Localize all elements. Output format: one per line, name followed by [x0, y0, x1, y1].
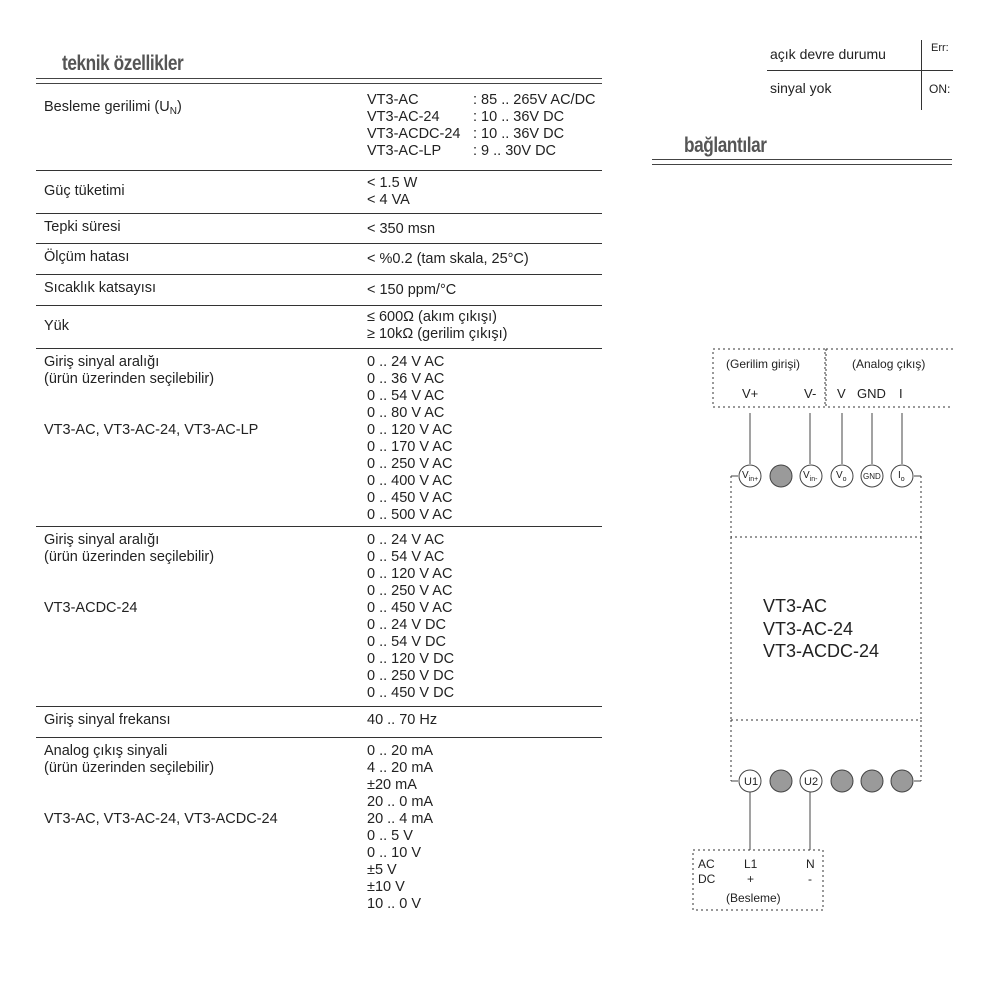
- status-open-circuit-code: Err:: [931, 42, 949, 54]
- terminal-label-u2: U2: [804, 776, 819, 788]
- terminal-label: $I_o$: [898, 470, 905, 483]
- spec-label: Giriş sinyal aralığı (ürün üzerinden seçilebilir): [44, 532, 215, 565]
- status-open-circuit-label: açık devre durumu: [770, 46, 886, 62]
- spec-label: Güç tüketimi: [44, 183, 125, 199]
- terminal-blank: [861, 770, 883, 792]
- terminal-label: $V_{in+}$: [742, 470, 759, 483]
- device-model: VT3-ACDC-24: [763, 641, 880, 661]
- label-vplus: V+: [742, 386, 759, 401]
- supply-n: N: [806, 857, 815, 871]
- terminal-blank: [831, 770, 853, 792]
- device-model: VT3-AC-24: [763, 619, 854, 639]
- spec-values: 0 .. 24 V AC 0 .. 36 V AC 0 .. 54 V AC 0 .. 80 V AC 0 .. 120 V AC 0 .. 170 V AC 0 .. 250 V AC 0 .. 400 V AC 0 .. 450 V AC 0 .. 500 V AC: [367, 354, 453, 523]
- supply-dc: DC: [698, 872, 716, 886]
- terminal-label-u1: U1: [744, 776, 759, 788]
- spec-label: Sıcaklık katsayısı: [44, 280, 157, 296]
- terminal-label: $V_{in-}$: [803, 470, 818, 483]
- terminal-label: $V_o$: [836, 470, 847, 483]
- terminal-blank: [770, 465, 792, 487]
- section-title-connections: bağlantılar: [684, 134, 767, 157]
- supply-label: (Besleme): [726, 891, 781, 905]
- analog-output-label: (Analog çıkış): [852, 357, 926, 371]
- spec-models: VT3-AC, VT3-AC-24, VT3-AC-LP: [44, 422, 259, 438]
- spec-label: Besleme gerilimi $(U_N)$: [44, 99, 182, 117]
- spec-values: 0 .. 20 mA 4 .. 20 mA ±20 mA 20 .. 0 mA 20 .. 4 mA 0 .. 5 V 0 .. 10 V ±5 V ±10 V 10 .. 0 V: [367, 743, 434, 912]
- spec-label: Giriş sinyal aralığı (ürün üzerinden seçilebilir): [44, 354, 215, 387]
- spec-label: Analog çıkış sinyali (ürün üzerinden seçilebilir): [44, 743, 215, 776]
- spec-models: VT3-ACDC-24: [44, 600, 138, 616]
- supply-l1: L1: [744, 857, 758, 871]
- label-i: I: [899, 386, 903, 401]
- spec-label: Yük: [44, 318, 69, 334]
- spec-values: ≤ 600Ω (akım çıkışı) ≥ 10kΩ (gerilim çıkışı): [367, 309, 508, 342]
- spec-value: < 350 msn: [367, 221, 436, 237]
- spec-label: Tepki süresi: [44, 219, 121, 235]
- supply-minus: -: [808, 872, 812, 886]
- supply-plus: +: [747, 872, 755, 886]
- spec-label: Giriş sinyal frekansı: [44, 712, 171, 728]
- device-top-section: [731, 476, 921, 537]
- status-no-signal-label: sinyal yok: [770, 80, 832, 96]
- device-model: VT3-AC: [763, 596, 828, 616]
- section-title-technical-specs: teknik özellikler: [62, 52, 184, 75]
- spec-values: 0 .. 24 V AC 0 .. 54 V AC 0 .. 120 V AC 0 .. 250 V AC 0 .. 450 V AC 0 .. 24 V DC 0 .. 54 V DC 0 .. 120 V DC 0 .. 250 V DC 0 .. 450 V DC: [367, 532, 455, 701]
- spec-value: < 150 ppm/°C: [367, 282, 457, 298]
- spec-values: VT3-AC : 85 .. 265V AC/DC VT3-AC-24 : 10 .. 36V DC VT3-ACDC-24 : 10 .. 36V DC VT3-AC-LP : 9 .. 30V DC: [367, 92, 596, 159]
- terminal-blank: [770, 770, 792, 792]
- spec-values: < 1.5 W < 4 VA: [367, 175, 418, 208]
- supply-ac: AC: [698, 857, 715, 871]
- label-vminus: V-: [804, 386, 817, 401]
- label-v: V: [837, 386, 846, 401]
- terminal-blank: [891, 770, 913, 792]
- spec-models: VT3-AC, VT3-AC-24, VT3-ACDC-24: [44, 811, 278, 827]
- label-gnd: GND: [857, 386, 886, 401]
- spec-value: < %0.2 (tam skala, 25°C): [367, 251, 529, 267]
- device-bottom-section: [731, 720, 921, 781]
- voltage-input-label: (Gerilim girişi): [726, 357, 800, 371]
- spec-label: Ölçüm hatası: [44, 249, 130, 265]
- status-no-signal-code: ON:: [929, 82, 951, 96]
- terminal-label: GND: [863, 472, 881, 481]
- spec-value: 40 .. 70 Hz: [367, 712, 438, 728]
